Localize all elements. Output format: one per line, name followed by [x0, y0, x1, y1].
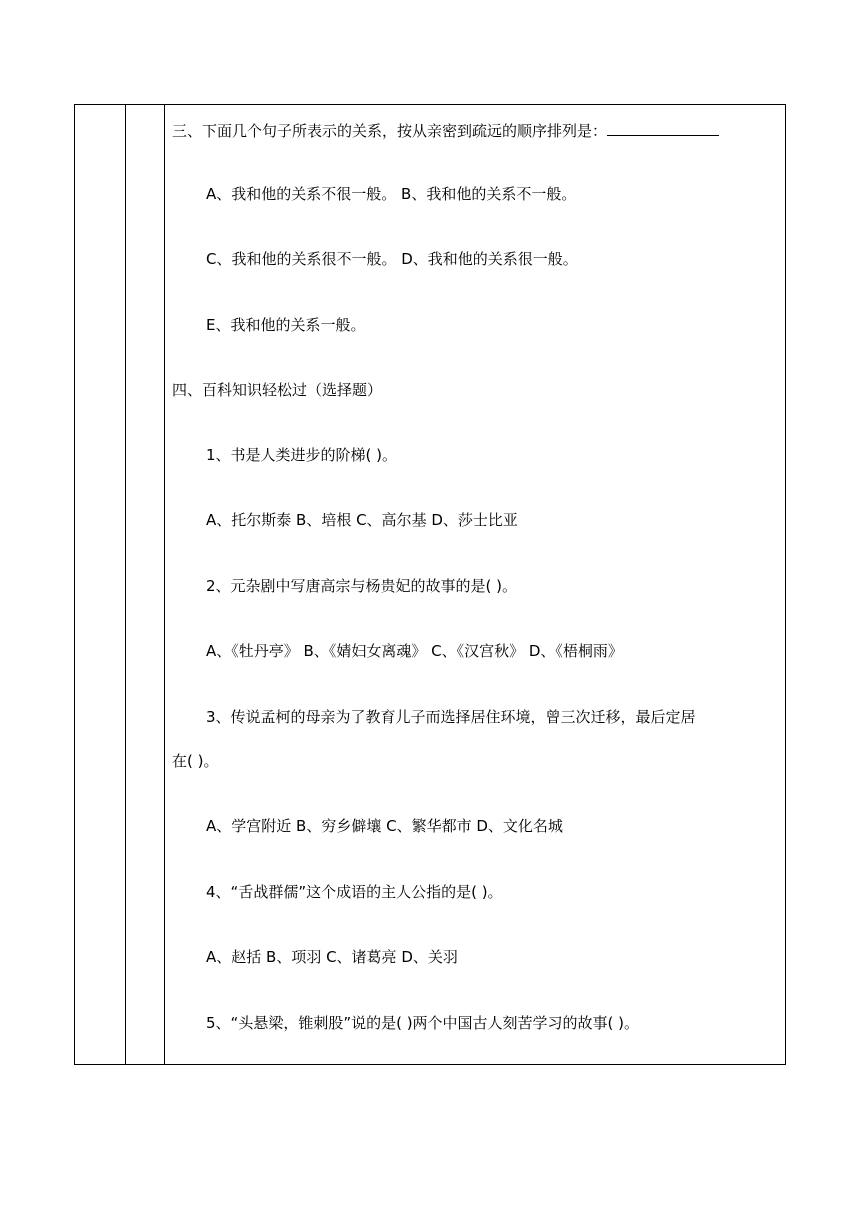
section3-options-row3: E、我和他的关系一般。 [206, 316, 366, 334]
question-3-options: A、学宫附近 B、穷乡僻壤 C、繁华都市 D、文化名城 [206, 817, 563, 835]
question-2-options: A、《牡丹亭》 B、《婧妇女离魂》 C、《汉宫秋》 D、《梧桐雨》 [206, 642, 623, 660]
section4-title: 四、百科知识轻松过（选择题） [172, 381, 383, 399]
section3-title-line [172, 120, 719, 141]
section3-options-row2: C、我和他的关系很不一般。 D、我和他的关系很一般。 [206, 250, 578, 268]
question-2: 2、元杂剧中写唐高宗与杨贵妃的故事的是( )。 [206, 577, 518, 595]
question-3-line1: 3、传说孟柯的母亲为了教育儿子而选择居住环境，曾三次迁移，最后定居 [206, 708, 696, 726]
section3-options-row1: A、我和他的关系不很一般。 B、我和他的关系不一般。 [206, 185, 577, 203]
question-4: 4、“舌战群儒”这个成语的主人公指的是( )。 [206, 883, 503, 901]
column-divider-1 [125, 105, 126, 1064]
question-5: 5、“头悬梁，锥刺股”说的是( )两个中国古人刻苦学习的故事( )。 [206, 1014, 640, 1032]
answer-blank[interactable] [607, 120, 719, 136]
question-4-options: A、赵括 B、项羽 C、诸葛亮 D、关羽 [206, 948, 458, 966]
question-1-options: A、托尔斯泰 B、培根 C、高尔基 D、莎士比亚 [206, 511, 518, 529]
question-3-line2: 在( )。 [172, 752, 219, 770]
question-1: 1、书是人类进步的阶梯( )。 [206, 446, 398, 464]
section3-title: 三、下面几个句子所表示的关系，按从亲密到疏远的顺序排列是： [172, 122, 608, 140]
column-divider-2 [164, 105, 165, 1064]
